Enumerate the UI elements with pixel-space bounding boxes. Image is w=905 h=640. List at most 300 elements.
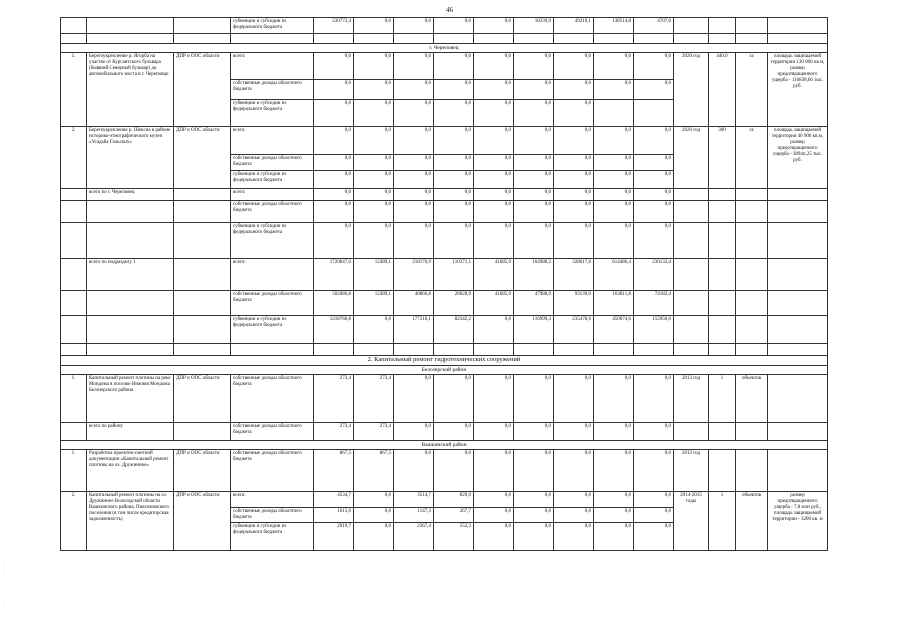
empty-cell [736, 344, 768, 356]
empty-cell [674, 316, 709, 344]
table-cell: 273,4 [314, 375, 354, 423]
table-cell: Капитальный ремонт плотины на оз. Дружинное Вологодской области Вашкинского района, Пиксимовского поселения (в том числе кредиторская задолженность) [87, 492, 174, 551]
table-cell: 0,0 [634, 201, 674, 223]
table-cell: 0,0 [394, 189, 434, 201]
table-cell: 0,0 [554, 155, 594, 171]
empty-cell [768, 201, 828, 223]
table-cell: 0,0 [634, 423, 674, 441]
table-cell: собственные доходы областного бюджета [231, 201, 314, 223]
table-cell: 0,0 [514, 223, 554, 259]
table-cell: собственные доходы областного бюджета [231, 375, 314, 423]
table-cell: 40860,8 [394, 291, 434, 316]
table-cell: 230772,4 [314, 18, 354, 34]
table-cell: 0,0 [554, 523, 594, 551]
page-number: 46 [446, 6, 453, 14]
empty-cell [61, 189, 87, 201]
empty-cell [709, 291, 736, 316]
table-cell: 0,0 [514, 492, 554, 508]
table-cell: 0,0 [474, 450, 514, 492]
empty-cell [768, 423, 828, 441]
table-cell: 0,0 [314, 80, 354, 100]
table-cell: 0,0 [394, 100, 434, 127]
table-row [61, 375, 828, 423]
table-cell: 273,4 [354, 375, 394, 423]
table-cell: 0,0 [474, 508, 514, 523]
table-cell: 177316,1 [394, 316, 434, 344]
empty-cell [314, 34, 354, 44]
table-row [61, 291, 828, 316]
empty-cell [61, 259, 87, 291]
table-cell: 300 [709, 127, 736, 189]
empty-cell [87, 344, 174, 356]
empty-cell [634, 34, 674, 44]
margin-mark: · · · [4, 599, 6, 612]
table-cell: 0,0 [514, 100, 554, 127]
table-cell: 0,0 [354, 100, 394, 127]
table-cell: 0,0 [634, 508, 674, 523]
table-row [61, 492, 828, 508]
empty-cell [554, 344, 594, 356]
table-cell: 614486,4 [594, 259, 634, 291]
table-cell: субвенции и субсидии из федерального бюджета [231, 523, 314, 551]
table-cell: всего: [231, 492, 314, 508]
table-cell: 0,0 [554, 201, 594, 223]
table-cell: 328017,6 [554, 259, 594, 291]
table-cell: собственные доходы областного бюджета [231, 80, 314, 100]
empty-cell [594, 344, 634, 356]
empty-cell [768, 344, 828, 356]
empty-cell [61, 223, 87, 259]
table-cell: 450674,6 [594, 316, 634, 344]
empty-cell [61, 201, 87, 223]
section-header [61, 441, 828, 450]
table-cell: 0,0 [514, 155, 554, 171]
table-cell: 0,0 [594, 492, 634, 508]
table-cell: 0,0 [314, 100, 354, 127]
table-cell: 0,0 [474, 189, 514, 201]
empty-cell [709, 34, 736, 44]
table-cell: га [736, 127, 768, 189]
table-cell: ДПР и ООС области [174, 375, 231, 423]
table-cell: 1720847,6 [314, 259, 354, 291]
table-cell: 267,7 [434, 508, 474, 523]
table-cell: 47988,9 [514, 291, 554, 316]
table-cell: размер предотвращенного ущерба - 7,8 млн руб., площадь защищаемой территории - 3200 кв. м [768, 492, 828, 551]
table-cell: 0,0 [354, 18, 394, 34]
empty-cell [61, 34, 87, 44]
table-cell: 82342,2 [434, 316, 474, 344]
table-cell: 0,0 [474, 171, 514, 189]
table-cell: 0,0 [394, 18, 434, 34]
empty-cell [87, 223, 174, 259]
table-cell: 28028,9 [434, 291, 474, 316]
table-cell: 0,0 [354, 201, 394, 223]
table-cell: 0,0 [354, 508, 394, 523]
table-cell: 155950,0 [634, 316, 674, 344]
empty-cell [768, 450, 828, 492]
table-cell: Вашкинский район [61, 441, 828, 450]
table-cell: 0,0 [554, 423, 594, 441]
table-cell: всего по г. Череповец [87, 189, 174, 201]
table-cell: 0,0 [514, 53, 554, 80]
table-cell: 41685,9 [474, 291, 514, 316]
table-cell: 0,0 [394, 155, 434, 171]
table-cell: 0,0 [394, 171, 434, 189]
table-cell: 0,0 [594, 508, 634, 523]
empty-cell [594, 34, 634, 44]
table-cell: 0,0 [434, 450, 474, 492]
table-cell: 0,0 [554, 171, 594, 189]
table-cell: 0,0 [354, 127, 394, 155]
table-cell: 0,0 [314, 189, 354, 201]
table-cell: 2013 год [674, 450, 709, 492]
table-cell: 2. [61, 492, 87, 551]
empty-cell [768, 18, 828, 34]
table-cell: 0,0 [394, 80, 434, 100]
table-cell: 0,0 [434, 201, 474, 223]
table-row [61, 223, 828, 259]
table-cell: 0,0 [594, 223, 634, 259]
empty-cell [709, 18, 736, 34]
empty-cell [709, 189, 736, 201]
table-cell: га [736, 53, 768, 127]
table-cell: 1218760,8 [314, 316, 354, 344]
table-cell: 3514,7 [394, 492, 434, 508]
table-cell: 0,0 [354, 523, 394, 551]
empty-cell [231, 34, 314, 44]
table-cell: 0,0 [474, 100, 514, 127]
table-cell: 0,0 [474, 523, 514, 551]
empty-cell [314, 344, 354, 356]
table-cell: 0,0 [594, 127, 634, 155]
empty-cell [514, 34, 554, 44]
empty-cell [768, 223, 828, 259]
table-cell: Разработка проектно-сметной документации «Капитальный ремонт плотины на оз. Дружинное» [87, 450, 174, 492]
table-cell: 1615,0 [314, 508, 354, 523]
table-cell: 1. [61, 450, 87, 492]
table-cell: 0,0 [594, 155, 634, 171]
table-cell: 0,0 [474, 375, 514, 423]
empty-cell [231, 344, 314, 356]
empty-cell [61, 344, 87, 356]
empty-cell [87, 291, 174, 316]
empty-cell [768, 291, 828, 316]
empty-cell [634, 100, 674, 127]
table-cell: площадь защищаемой территории 130 000 кв.м, размер предотвращенного ущерба - 116838,66 тыс. руб. [768, 53, 828, 127]
table-cell: 0,0 [594, 375, 634, 423]
empty-cell [736, 223, 768, 259]
table-cell: 138514,8 [594, 18, 634, 34]
empty-cell [709, 450, 736, 492]
table-cell: 164988,2 [514, 259, 554, 291]
table-cell: 0,0 [514, 201, 554, 223]
margin-mark: · · · · [4, 559, 6, 576]
empty-cell [736, 450, 768, 492]
table-cell: ДПР и ООС области [174, 450, 231, 492]
empty-cell [674, 259, 709, 291]
table-cell: 0,0 [434, 80, 474, 100]
table-cell: 0,0 [394, 423, 434, 441]
table-cell: объектов [736, 492, 768, 551]
empty-cell [736, 316, 768, 344]
table-cell: 0,0 [474, 127, 514, 155]
empty-cell [674, 34, 709, 44]
table-cell: 0,0 [594, 201, 634, 223]
table-cell: 552,3 [434, 523, 474, 551]
table-cell: 0,0 [314, 127, 354, 155]
budget-table [60, 17, 828, 551]
table-cell: 0,0 [394, 201, 434, 223]
table-cell: 0,0 [474, 80, 514, 100]
empty-cell [174, 189, 231, 201]
table-row [61, 259, 828, 291]
empty-cell [768, 189, 828, 201]
table-cell: 820,0 [434, 492, 474, 508]
table-cell: 0,0 [514, 375, 554, 423]
empty-cell [474, 34, 514, 44]
table-cell: 230132,4 [634, 259, 674, 291]
table-cell: 0,0 [394, 223, 434, 259]
table-cell: 218176,9 [394, 259, 434, 291]
table-cell: 49210,1 [554, 18, 594, 34]
table-cell: 116999,3 [514, 316, 554, 344]
table-cell: Белозерский район [61, 366, 828, 375]
table-cell: 0,0 [594, 450, 634, 492]
table-cell: г. Череповец [61, 44, 828, 53]
empty-cell [61, 316, 87, 344]
table-cell: 1. [61, 53, 87, 127]
empty-cell [87, 34, 174, 44]
table-cell: 0,0 [394, 53, 434, 80]
empty-cell [474, 344, 514, 356]
table-row [61, 18, 828, 34]
table-cell: 0,0 [514, 80, 554, 100]
table-cell: 440,0 [709, 53, 736, 127]
empty-cell [674, 423, 709, 441]
table-cell: 2. [61, 127, 87, 189]
table-cell: 0,0 [434, 127, 474, 155]
table-cell: всего: [231, 127, 314, 155]
table-cell: Берегоукрепление р. Шексна в районе историко-этнографического музея «Усадьба Гальских» [87, 127, 174, 189]
table-row [61, 201, 828, 223]
table-row [61, 53, 828, 80]
table-cell: 0,0 [354, 223, 394, 259]
table-cell: 0,0 [594, 53, 634, 80]
empty-cell [709, 316, 736, 344]
table-cell: 2367,4 [394, 523, 434, 551]
table-cell: 0,0 [354, 80, 394, 100]
table-cell: 867,5 [354, 450, 394, 492]
table-cell: ДПР и ООС области [174, 492, 231, 551]
empty-cell [394, 34, 434, 44]
table-cell: 110371,1 [434, 259, 474, 291]
table-cell: 0,0 [314, 223, 354, 259]
table-cell: 0,0 [474, 18, 514, 34]
empty-cell [736, 189, 768, 201]
table-cell: 0,0 [354, 53, 394, 80]
table-cell: субвенции и субсидии из федерального бюджета [231, 100, 314, 127]
table-cell: 867,5 [314, 450, 354, 492]
empty-cell [434, 34, 474, 44]
table-row [61, 450, 828, 492]
table-cell: 0,0 [434, 155, 474, 171]
table-cell: Берегоукрепление р. Ягорба на участке от Курсантского бульвара (бывший Северный бульвар) до автомобильного моста в г. Череповце [87, 53, 174, 127]
empty-cell [394, 344, 434, 356]
empty-cell [709, 201, 736, 223]
table-cell: всего: [231, 259, 314, 291]
empty-cell [674, 201, 709, 223]
empty-cell [709, 423, 736, 441]
table-cell: 93139,0 [554, 291, 594, 316]
table-cell: 1 [709, 375, 736, 423]
empty-cell [514, 344, 554, 356]
table-cell: 4707,6 [634, 18, 674, 34]
empty-cell [674, 291, 709, 316]
table-cell: 0,0 [434, 171, 474, 189]
table-cell: площадь защищаемой территории 40 900 кв.м, размер предотвращенного ущерба - 3894п,25 тыс. руб. [768, 127, 828, 189]
table-cell: 0,0 [434, 223, 474, 259]
empty-cell [87, 316, 174, 344]
table-cell: 0,0 [314, 171, 354, 189]
table-cell: всего по подразделу 1 [87, 259, 174, 291]
empty-cell [174, 291, 231, 316]
table-cell: 0,0 [634, 492, 674, 508]
table-cell: 74182,4 [634, 291, 674, 316]
empty-cell [174, 259, 231, 291]
section-header [61, 44, 828, 53]
table-cell: собственные доходы областного бюджета [231, 508, 314, 523]
table-cell: 0,0 [634, 523, 674, 551]
empty-cell [768, 259, 828, 291]
table-cell: 2919,7 [314, 523, 354, 551]
table-row [61, 316, 828, 344]
table-cell: 0,0 [354, 189, 394, 201]
table-cell: 0,0 [554, 80, 594, 100]
empty-cell [174, 223, 231, 259]
table-cell: 0,0 [554, 450, 594, 492]
table-cell: 1 [709, 492, 736, 551]
table-cell: 18339,9 [514, 18, 554, 34]
empty-cell [736, 201, 768, 223]
table-row [61, 423, 828, 441]
table-cell: всего: [231, 53, 314, 80]
empty-cell [768, 34, 828, 44]
table-cell: 1147,3 [394, 508, 434, 523]
table-cell: 0,0 [434, 100, 474, 127]
table-cell: 0,0 [474, 223, 514, 259]
empty-cell [61, 18, 87, 34]
empty-cell [87, 18, 174, 34]
table-cell: 0,0 [514, 171, 554, 189]
empty-cell [554, 34, 594, 44]
table-cell: 0,0 [634, 80, 674, 100]
table-cell: 0,0 [514, 189, 554, 201]
table-cell: 0,0 [634, 127, 674, 155]
table-cell: 0,0 [434, 375, 474, 423]
table-cell: 2020 год [674, 127, 709, 189]
table-cell: собственные доходы областного бюджета [231, 423, 314, 441]
table-cell: 0,0 [434, 18, 474, 34]
table-cell: 0,0 [514, 423, 554, 441]
table-cell: 0,0 [554, 100, 594, 127]
table-cell: 273,4 [354, 423, 394, 441]
empty-cell [674, 344, 709, 356]
empty-cell [174, 316, 231, 344]
table-cell: 0,0 [474, 492, 514, 508]
table-cell: 0,0 [394, 127, 434, 155]
table-cell: субвенции и субсидии из федерального бюджета [231, 223, 314, 259]
empty-cell [736, 291, 768, 316]
table-cell: 0,0 [434, 53, 474, 80]
empty-cell [709, 344, 736, 356]
table-cell: всего по району [87, 423, 174, 441]
table-cell: 0,0 [474, 423, 514, 441]
empty-cell [174, 423, 231, 441]
table-cell: собственные доходы областного бюджета [231, 155, 314, 171]
table-cell: 0,0 [474, 316, 514, 344]
table-cell: 0,0 [354, 316, 394, 344]
table-cell: ДПР и ООС области [174, 127, 231, 189]
table-cell: 0,0 [634, 375, 674, 423]
table-cell: 0,0 [354, 492, 394, 508]
table-cell: 0,0 [474, 155, 514, 171]
table-row [61, 189, 828, 201]
empty-cell [174, 18, 231, 34]
table-cell: 0,0 [554, 127, 594, 155]
table-cell: 0,0 [594, 171, 634, 189]
empty-cell [674, 223, 709, 259]
table-row [61, 127, 828, 155]
table-cell: 0,0 [394, 450, 434, 492]
table-cell: 0,0 [314, 201, 354, 223]
table-cell: 0,0 [634, 450, 674, 492]
table-cell: 0,0 [394, 375, 434, 423]
table-cell: 0,0 [474, 53, 514, 80]
empty-cell [594, 100, 634, 127]
table-cell: 0,0 [514, 127, 554, 155]
table-cell: 2020 год [674, 53, 709, 127]
section-header [61, 366, 828, 375]
table-cell: 0,0 [434, 423, 474, 441]
table-cell: 0,0 [554, 53, 594, 80]
table-cell: 0,0 [514, 508, 554, 523]
table-cell: 2014-2015 годы [674, 492, 709, 551]
table-cell: 0,0 [354, 171, 394, 189]
table-cell: 0,0 [594, 523, 634, 551]
table-cell: 0,0 [554, 508, 594, 523]
table-cell: субвенции и субсидии из федерального бюджета [231, 316, 314, 344]
table-cell: 0,0 [554, 223, 594, 259]
table-cell: 0,0 [634, 155, 674, 171]
empty-cell [674, 189, 709, 201]
table-cell: 0,0 [514, 450, 554, 492]
table-cell: 0,0 [634, 171, 674, 189]
table-cell: 0,0 [514, 523, 554, 551]
table-cell: собственные доходы областного бюджета [231, 450, 314, 492]
empty-cell [736, 18, 768, 34]
table-cell: 0,0 [314, 53, 354, 80]
table-cell: 0,0 [554, 375, 594, 423]
table-cell: собственные доходы областного бюджета [231, 291, 314, 316]
empty-cell [434, 344, 474, 356]
table-cell: 0,0 [554, 492, 594, 508]
empty-cell [768, 316, 828, 344]
table-cell: субвенции и субсидии из федерального бюджета [231, 18, 314, 34]
empty-cell [736, 34, 768, 44]
table-cell: 2013 год [674, 375, 709, 423]
table-cell: 0,0 [354, 155, 394, 171]
empty-cell [174, 201, 231, 223]
